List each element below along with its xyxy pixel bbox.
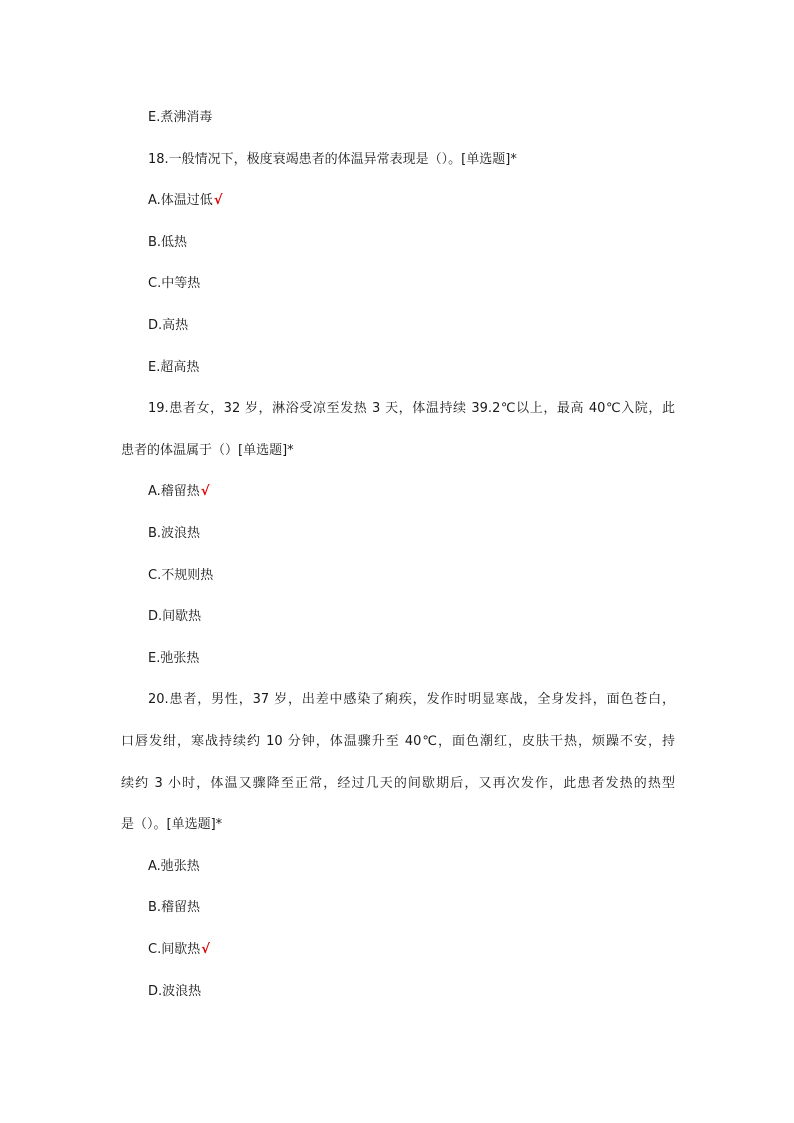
option-text: B.稽留热 (148, 900, 201, 915)
option-text: A.体温过低 (148, 193, 213, 208)
q18-option-e (148, 358, 199, 378)
q18-option-a (148, 191, 222, 211)
option-text: D.波浪热 (148, 984, 202, 999)
q19-stem-line-1 (148, 399, 675, 419)
q19-option-a (148, 482, 209, 502)
option-text: E.弛张热 (148, 651, 200, 666)
q19-option-c (148, 566, 213, 586)
question-text: 口唇发绀，寒战持续约 10 分钟，体温骤升至 40℃，面色潮红，皮肤干热，烦躁不安，持 (121, 734, 675, 749)
q20-option-d (148, 982, 201, 1002)
correct-check-mark: √ (201, 942, 210, 957)
q17-option-e (148, 108, 212, 128)
q20-stem-line-3 (121, 774, 675, 794)
q18-option-b (148, 233, 187, 253)
q20-stem-line-4 (121, 815, 222, 835)
option-text: D.间歇热 (148, 609, 202, 624)
question-text: 19.患者女，32 岁，淋浴受凉至发热 3 天，体温持续 39.2℃以上，最高 40℃入院，此 (148, 401, 675, 416)
option-text: C.间歇热 (148, 942, 201, 957)
q18-option-c (148, 274, 200, 294)
question-text: 是（）。[单选题]* (121, 817, 223, 832)
correct-check-mark: √ (213, 193, 223, 208)
option-text: E.超高热 (148, 360, 200, 375)
q20-option-b (148, 898, 200, 918)
q18-option-d (148, 316, 188, 336)
q20-option-a (148, 857, 200, 877)
option-text: C.不规则热 (148, 568, 214, 583)
option-text: E.煮沸消毒 (148, 110, 213, 125)
q19-option-d (148, 607, 201, 627)
q19-option-e (148, 649, 199, 669)
correct-check-mark: √ (200, 484, 210, 499)
question-text: 续约 3 小时，体温又骤降至正常，经过几天的间歇期后，又再次发作，此患者发热的热型 (121, 776, 675, 791)
option-text: B.波浪热 (148, 526, 201, 541)
q18-stem (148, 150, 517, 170)
question-text: 20.患者，男性，37 岁，出差中感染了痢疾，发作时明显寒战，全身发抖，面色苍白， (148, 692, 675, 707)
q20-option-c (148, 940, 210, 960)
question-text: 患者的体温属于（）[单选题]* (121, 443, 294, 458)
option-text: D.高热 (148, 318, 189, 333)
question-text: 18.一般情况下，极度衰竭患者的体温异常表现是（）。[单选题]* (148, 152, 517, 167)
q19-stem-line-2 (121, 441, 294, 461)
option-text: B.低热 (148, 235, 188, 250)
q20-stem-line-2 (121, 732, 675, 752)
option-text: C.中等热 (148, 276, 201, 291)
q19-option-b (148, 524, 200, 544)
option-text: A.稽留热 (148, 484, 200, 499)
q20-stem-line-1 (148, 690, 675, 710)
option-text: A.弛张热 (148, 859, 200, 874)
